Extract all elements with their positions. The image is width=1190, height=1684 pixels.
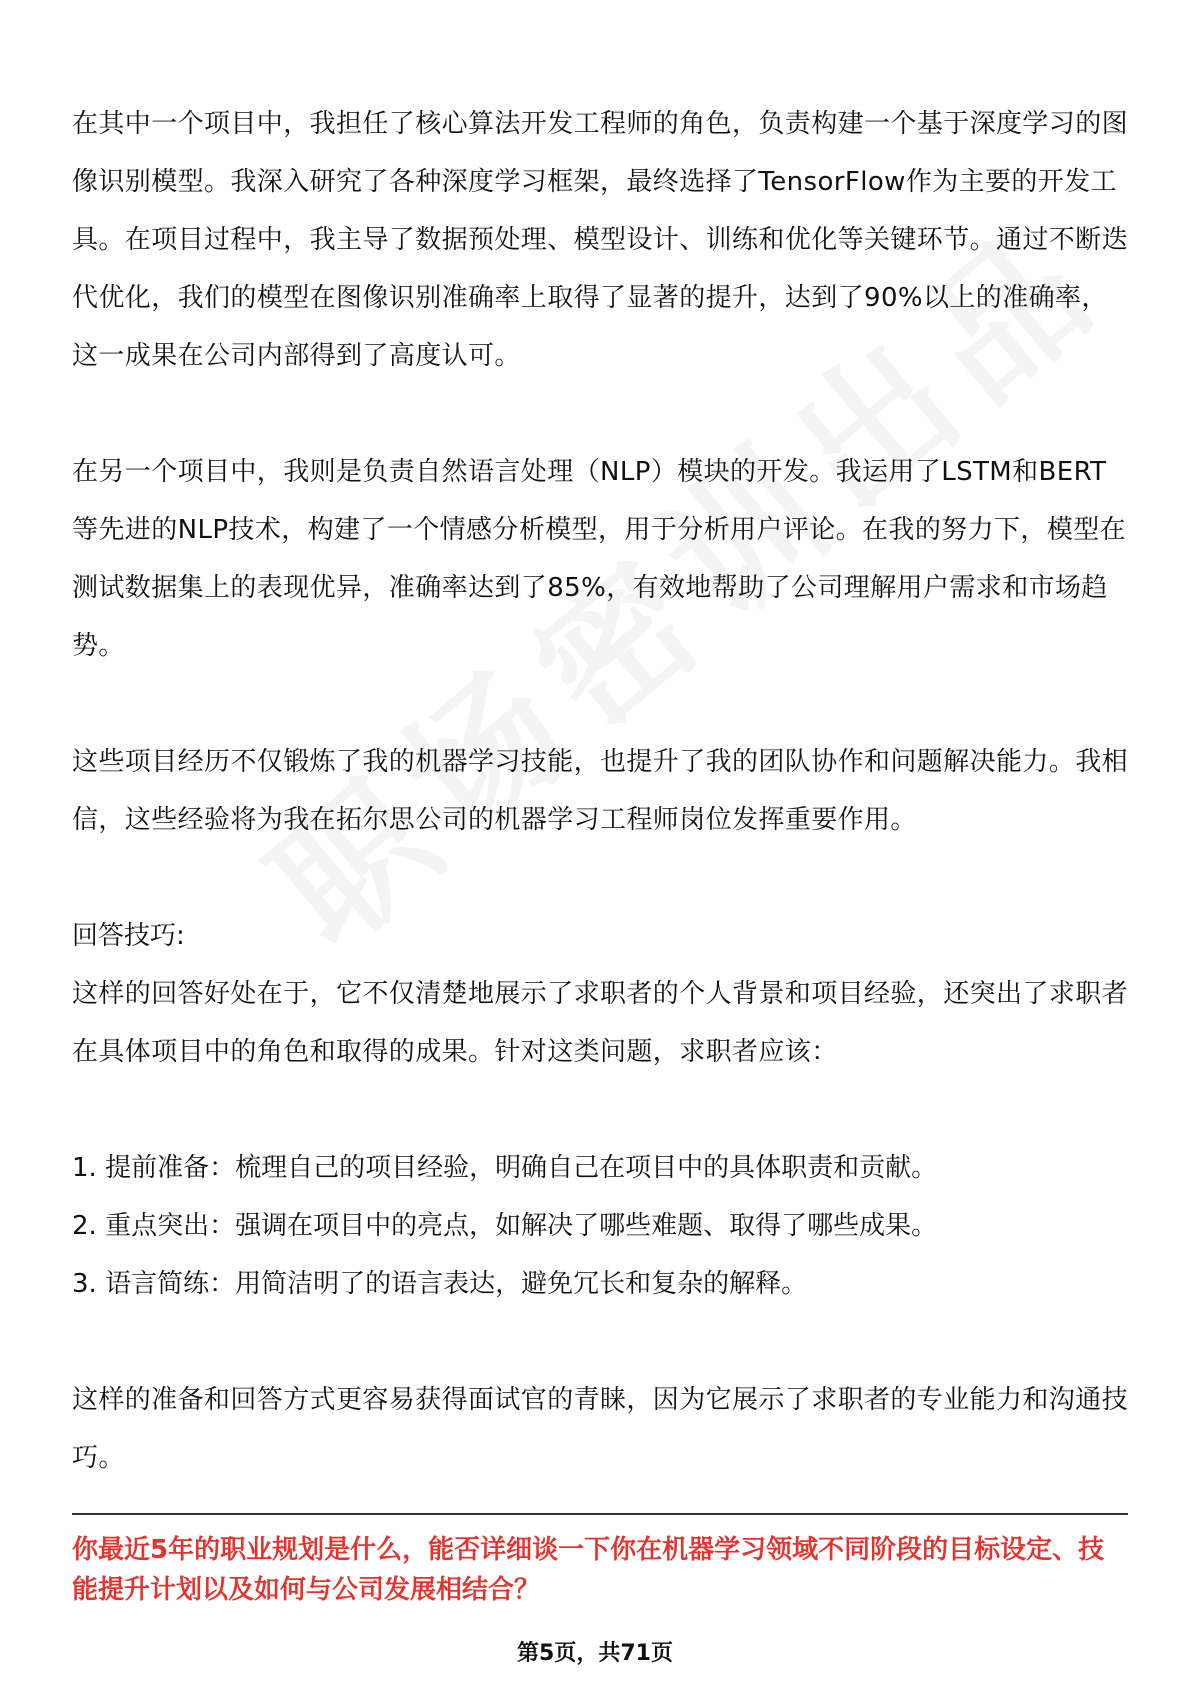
paragraph-summary: 这些项目经历不仅锻炼了我的机器学习技能，也提升了我的团队协作和问题解决能力。我相信，这些经验将为我在拓尔思公司的机器学习工程师岗位发挥重要作用。	[72, 747, 1129, 835]
document-body	[72, 95, 1128, 1487]
paragraph-gap	[72, 1081, 1128, 1139]
paragraph-gap	[72, 849, 1128, 907]
section-divider	[72, 1513, 1128, 1515]
tips-list-item: 2. 重点突出：强调在项目中的亮点，如解决了哪些难题、取得了哪些成果。	[72, 1211, 938, 1241]
paragraph-gap	[72, 675, 1128, 733]
tips-list-item: 1. 提前准备：梳理自己的项目经验，明确自己在项目中的具体职责和贡献。	[72, 1153, 938, 1183]
tips-intro: 这样的回答好处在于，它不仅清楚地展示了求职者的个人背景和项目经验，还突出了求职者在具体项目中的角色和取得的成果。针对这类问题，求职者应该：	[72, 979, 1129, 1067]
tips-list-item: 3. 语言简练：用简洁明了的语言表达，避免冗长和复杂的解释。	[72, 1269, 808, 1299]
tips-heading: 回答技巧:	[72, 921, 185, 951]
paragraph-gap	[72, 385, 1128, 443]
page-number: 第5页，共71页	[517, 1641, 673, 1666]
next-question-heading: 你最近5年的职业规划是什么，能否详细谈一下你在机器学习领域不同阶段的目标设定、技能提升计划以及如何与公司发展相结合？	[72, 1535, 1105, 1605]
paragraph-project-1: 在其中一个项目中，我担任了核心算法开发工程师的角色，负责构建一个基于深度学习的图像识别模型。我深入研究了各种深度学习框架，最终选择了TensorFlow作为主要的开发工具。在项目过程中，我主导了数据预处理、模型设计、训练和优化等关键环节。通过不断迭代优化，我们的模型在图像识别准确率上取得了显著的提升，达到了90%以上的准确率，这一成果在公司内部得到了高度认可。	[72, 109, 1129, 371]
closing-paragraph: 这样的准备和回答方式更容易获得面试官的青睐，因为它展示了求职者的专业能力和沟通技巧。	[72, 1385, 1129, 1473]
paragraph-gap	[72, 1313, 1128, 1371]
paragraph-project-2: 在另一个项目中，我则是负责自然语言处理（NLP）模块的开发。我运用了LSTM和BERT等先进的NLP技术，构建了一个情感分析模型，用于分析用户评论。在我的努力下，模型在测试数据集上的表现优异，准确率达到了85%，有效地帮助了公司理解用户需求和市场趋势。	[72, 457, 1127, 661]
